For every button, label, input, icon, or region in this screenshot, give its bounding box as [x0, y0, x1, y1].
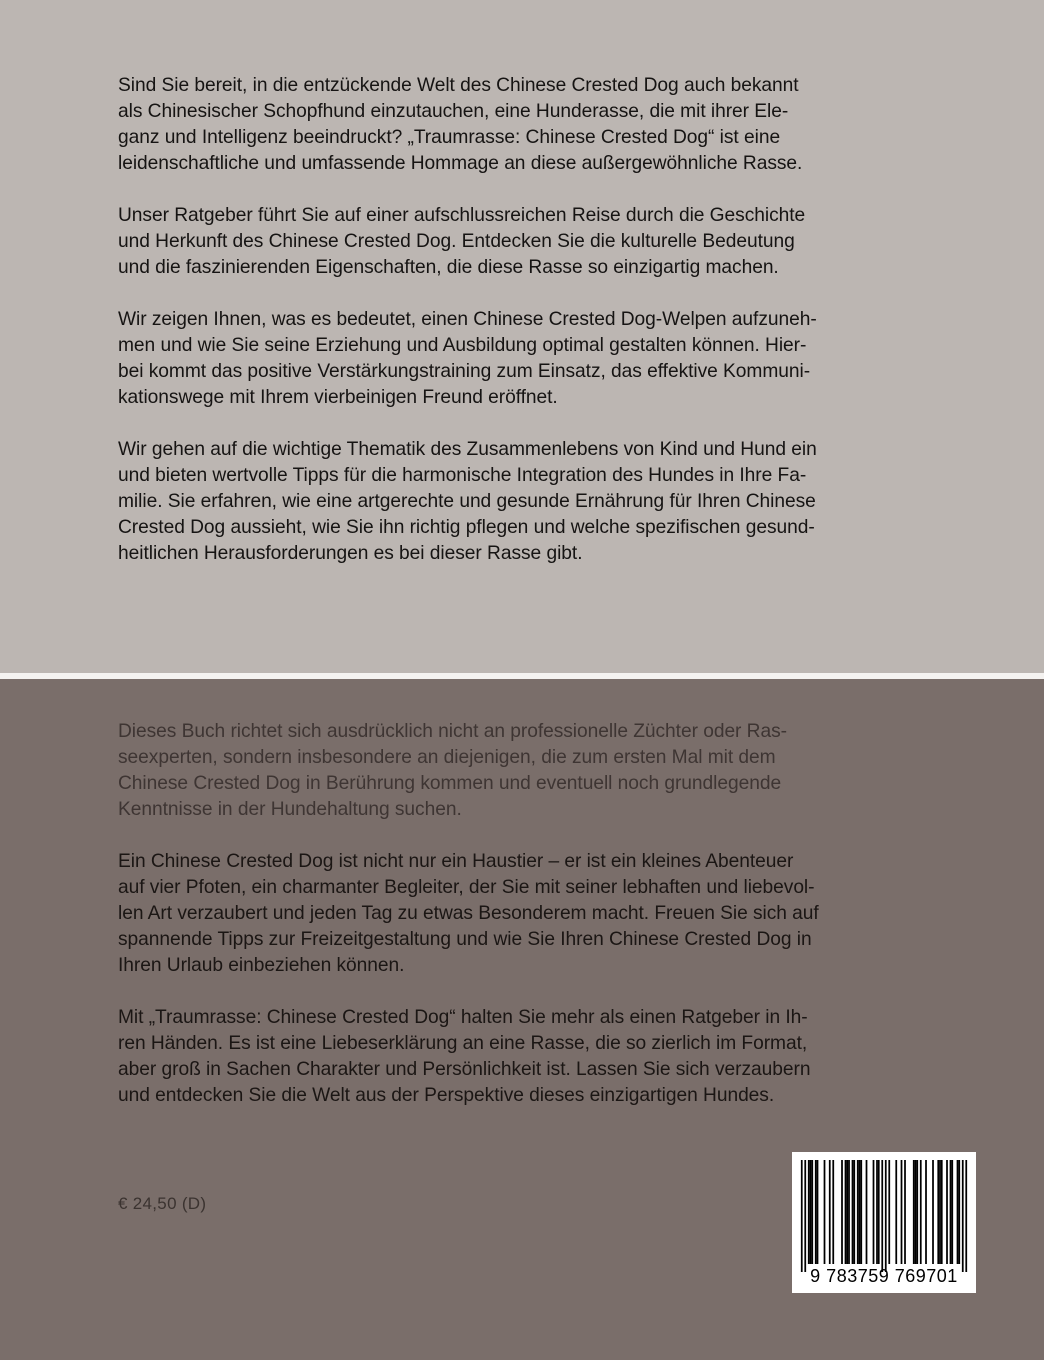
bottom-paragraph-3: Mit „Traumrasse: Chinese Crested Dog“ halten Sie mehr als einen Ratgeber in Ih- ren Händen. Es ist eine Liebeserklärung an eine Rasse, die so zierlich im Format, aber groß in Sachen Charakter und Persönlichkeit ist. Lassen Sie sich verzaubern und entdecken Sie die Welt aus der Perspektive dieses einzigartigen Hundes. [118, 1007, 811, 1106]
barcode-bar [873, 1160, 875, 1264]
barcode-bar [810, 1160, 812, 1264]
barcode-bar [895, 1160, 897, 1264]
bottom-paragraph-1: Dieses Buch richtet sich ausdrücklich nicht an professionelle Züchter oder Ras- seexperten, sondern insbesondere an diejenigen, die zum ersten Mal mit dem Chinese Crested Dog in Berührung kommen und eventuell noch grundlegende Kenntnisse in der Hundehaltung suchen. [118, 721, 787, 820]
barcode-bar [815, 1160, 817, 1264]
top-panel [0, 0, 1044, 673]
barcode-bar [801, 1160, 803, 1272]
barcode-bar [888, 1160, 890, 1264]
barcode-bar [913, 1160, 915, 1264]
barcode-bar [845, 1160, 847, 1264]
barcode-bar [925, 1160, 927, 1264]
barcode-bar [857, 1160, 859, 1264]
top-paragraph-1: Sind Sie bereit, in die entzückende Welt des Chinese Crested Dog auch bekannt als Chinesischer Schopfhund einzutauchen, eine Hunderasse, die mit ihrer Ele- ganz und Intelligenz beeindruckt? „Traumrasse: Chinese Crested Dog“ ist eine leidenschaftliche und umfassende Hommage an diese außergewöhnliche Rasse. [118, 75, 803, 174]
barcode-bar [951, 1160, 953, 1264]
barcode-bar [950, 1160, 952, 1264]
top-paragraph-2: Unser Ratgeber führt Sie auf einer aufschlussreichen Reise durch die Geschichte und Herkunft des Chinese Crested Dog. Entdecken Sie die kulturelle Bedeutung und die faszinierenden Eigenschaften, die diese Rasse so einzigartig machen. [118, 205, 806, 278]
isbn-barcode [792, 1152, 976, 1293]
top-paragraph-4: Wir gehen auf die wichtige Thematik des Zusammenlebens von Kind und Hund ein und bieten wertvolle Tipps für die harmonische Integration des Hundes in Ihre Fa- milie. Sie erfahren, wie eine artgerechte und gesunde Ernährung für Ihren Chinese Crested Dog aussieht, wie Sie ihn richtig pflegen und welche spezifischen gesund- heitlichen Herausforderungen es bei dieser Rasse gibt. [118, 439, 817, 564]
barcode-bar [829, 1160, 831, 1264]
barcode-bar [878, 1160, 880, 1264]
barcode-bar [932, 1160, 934, 1264]
barcode-bar [962, 1160, 964, 1272]
barcode-bar [846, 1160, 848, 1264]
barcode-bar [958, 1160, 960, 1264]
price-label: € 24,50 (D) [118, 1194, 207, 1213]
barcode-bar [946, 1160, 948, 1264]
bottom-paragraph-2: Ein Chinese Crested Dog ist nicht nur ein Haustier – er ist ein kleines Abenteuer auf vier Pfoten, ein charmanter Begleiter, der Sie mit seiner lebhaften und liebevol- len Art verzaubert und jeden Tag zu etwas Besonderem macht. Freuen Sie sich auf spannende Tipps zur Freizeitgestaltung und wie Sie Ihren Chinese Crested Dog in Ihren Urlaub einbeziehen können. [118, 851, 819, 976]
barcode-bar [860, 1160, 862, 1264]
barcode-bar [808, 1160, 810, 1264]
barcode-bar [965, 1160, 967, 1272]
barcode-bar [832, 1160, 834, 1264]
barcode-bar [852, 1160, 854, 1264]
barcode-bar [941, 1160, 943, 1264]
barcode-bar [901, 1160, 903, 1264]
barcode-bar [916, 1160, 918, 1264]
barcode-bar [915, 1160, 917, 1264]
barcode-bar [920, 1160, 922, 1264]
barcode-bar [904, 1160, 906, 1264]
barcode-bar [853, 1160, 855, 1264]
barcode-bar [866, 1160, 868, 1264]
barcode-bar [939, 1160, 941, 1264]
barcode-bar [817, 1160, 819, 1264]
barcode-bar [804, 1160, 806, 1272]
barcode-bar [859, 1160, 861, 1264]
barcode-bar [937, 1160, 939, 1264]
barcode-bar [841, 1160, 843, 1264]
top-text-block [118, 73, 898, 593]
barcode-bar [824, 1160, 826, 1264]
isbn-digits: 9 783759 769701 [810, 1266, 958, 1286]
top-paragraph-3: Wir zeigen Ihnen, was es bedeutet, einen Chinese Crested Dog-Welpen aufzuneh- men und wie Sie seine Erziehung und Ausbildung optimal gestalten können. Hier- bei kommt das positive Verstärkungstraining zum Einsatz, das effektive Kommuni- kationswege mit Ihrem vierbeinigen Freund eröffnet. [118, 309, 817, 408]
barcode-bar [848, 1160, 850, 1264]
barcode-bar [881, 1160, 883, 1272]
barcode-bar [885, 1160, 887, 1272]
bottom-text-block [118, 719, 898, 1135]
barcode-bar [957, 1160, 959, 1264]
barcode-bar [876, 1160, 878, 1264]
barcode-bar [811, 1160, 813, 1264]
